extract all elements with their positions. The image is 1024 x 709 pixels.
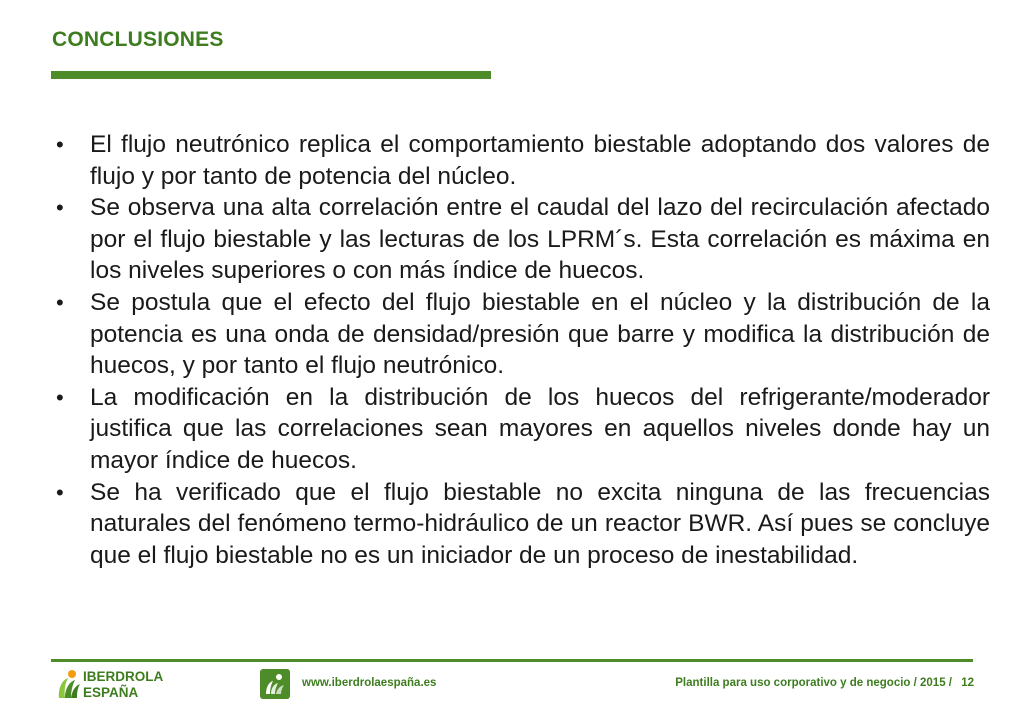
footer-note bbox=[675, 677, 974, 689]
iberdrola-logo bbox=[56, 668, 196, 704]
title-underline bbox=[51, 71, 491, 79]
conclusions-list bbox=[56, 129, 990, 571]
list-item-text: Se observa una alta correlación entre el caudal del lazo del recirculación afectado por el flujo biestable y las lecturas de los LPRM´s. Esta correlación es máxima en los niveles superiores o con más índice de huecos. bbox=[90, 194, 990, 285]
leaf-badge-graphic bbox=[260, 669, 290, 699]
template-note: Plantilla para uso corporativo y de negocio / 2015 / bbox=[675, 677, 952, 689]
bullet-icon: • bbox=[56, 384, 64, 410]
leaf-badge-icon bbox=[260, 669, 290, 699]
list-item bbox=[56, 382, 990, 477]
bullet-icon: • bbox=[56, 195, 64, 221]
bullet-icon: • bbox=[56, 132, 64, 157]
list-item bbox=[56, 192, 990, 287]
list-item bbox=[56, 287, 990, 382]
list-item-text: La modificación en la distribución de los huecos del refrigerante/moderador justifica que las correlaciones sean mayores en aquellos niveles donde hay un mayor índice de huecos. bbox=[90, 383, 990, 474]
logo-line-2: ESPAÑA bbox=[83, 685, 139, 700]
list-item-text: Se ha verificado que el flujo biestable no excita ninguna de las frecuencias naturales del fenómeno termo-hidráulico de un reactor BWR. Así pues se concluye que el flujo biestable no es un iniciador de un proceso de inestabilidad. bbox=[90, 478, 990, 569]
list-item-text: Se postula que el efecto del flujo biestable en el núcleo y la distribución de la potencia es una onda de densidad/presión que barre y modifica la distribución de huecos, y por tanto el flujo neutrónico. bbox=[90, 288, 990, 380]
list-item-text: El flujo neutrónico replica el comportamiento biestable adoptando dos valores de flujo y por tanto de potencia del núcleo. bbox=[90, 131, 990, 190]
logo-line-1: IBERDROLA bbox=[83, 669, 164, 684]
bullet-icon: • bbox=[56, 479, 64, 505]
page-number: 12 bbox=[961, 677, 974, 689]
list-item bbox=[56, 477, 990, 572]
page-title: CONCLUSIONES bbox=[52, 28, 224, 51]
bullet-icon: • bbox=[56, 289, 64, 315]
iberdrola-leaf-icon bbox=[56, 668, 82, 702]
website-link[interactable]: www.iberdrolaespaña.es bbox=[302, 677, 437, 689]
footer-divider bbox=[51, 659, 973, 662]
list-item bbox=[56, 129, 990, 192]
logo-text bbox=[83, 669, 163, 701]
